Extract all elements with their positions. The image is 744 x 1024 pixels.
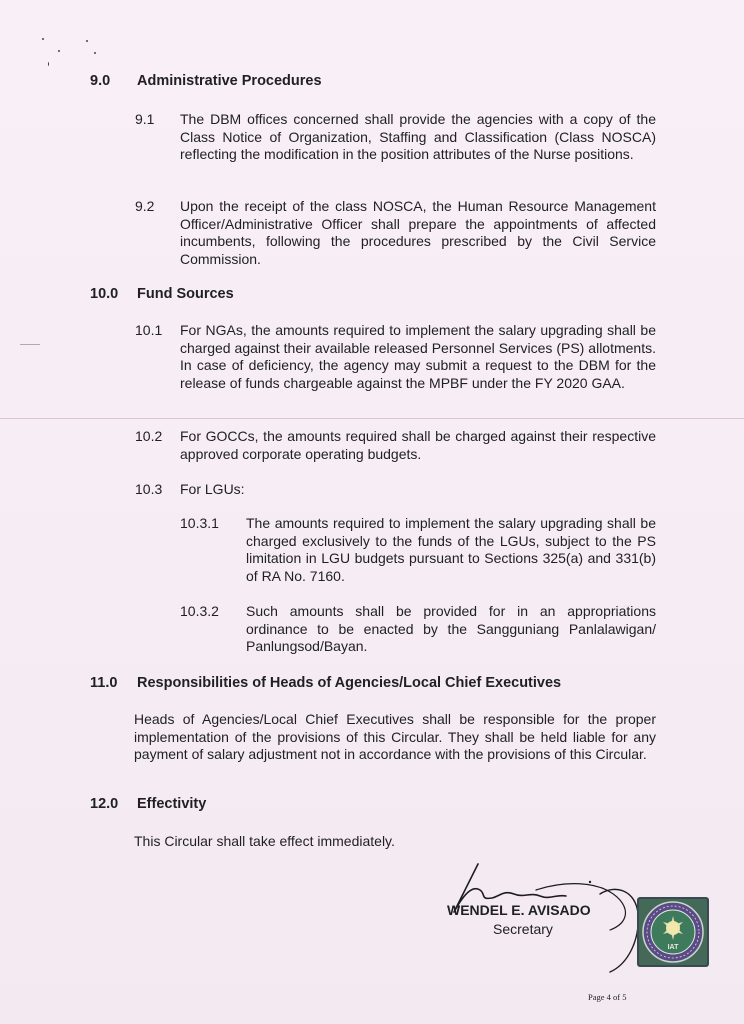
item-number-9-2: 9.2 (135, 198, 155, 214)
signatory-title: Secretary (493, 921, 553, 937)
section-number: 10.0 (90, 286, 119, 302)
section-11-text: Heads of Agencies/Local Chief Executives shall be responsible for the proper implementation of the provisions of this Circular. They shall be held liable for any payment of salary adjustment not in accordance with the provisions of this Circular. (134, 711, 656, 763)
paper-specks (38, 36, 108, 76)
section-number: 12.0 (90, 796, 119, 812)
seal-text: IAT (667, 944, 679, 951)
section-title: Fund Sources (137, 286, 234, 302)
section-12-heading (90, 796, 206, 812)
section-title: Responsibilities of Heads of Agencies/Local Chief Executives (137, 675, 562, 691)
section-title: Administrative Procedures (137, 73, 322, 89)
item-number-10-3: 10.3 (135, 481, 163, 497)
section-title: Effectivity (137, 796, 207, 812)
section-12-text: This Circular shall take effect immediately. (134, 833, 395, 849)
signatory-name: WENDEL E. AVISADO (447, 902, 591, 918)
section-11-heading (90, 675, 561, 691)
section-10-heading (90, 286, 234, 302)
item-number-9-1: 9.1 (135, 111, 155, 127)
section-number: 11.0 (90, 675, 118, 691)
section-number: 9.0 (90, 73, 111, 89)
fold-line (0, 418, 744, 419)
subitem-text-10-3-2: Such amounts shall be provided for in an appropriations ordinance to be enacted by the Sangguniang Panlalawigan/ Panlungsod/Bayan. (246, 603, 656, 655)
item-number-10-1: 10.1 (135, 322, 163, 338)
item-text-9-1: The DBM offices concerned shall provide the agencies with a copy of the Class Notice of Organization, Staffing and Classification (Class NOSCA) reflecting the modification in the position attributes of the Nurse positions. (180, 111, 656, 163)
dry-seal-icon (636, 896, 710, 968)
margin-mark (20, 344, 40, 345)
page-number: Page 4 of 5 (588, 992, 627, 1002)
item-text-9-2: Upon the receipt of the class NOSCA, the Human Resource Management Officer/Administrative Officer shall prepare the appointments of affected incumbents, following the procedures prescribed by the Civil Service Commission. (180, 198, 656, 267)
item-number-10-2: 10.2 (135, 428, 163, 444)
item-text-10-1: For NGAs, the amounts required to implement the salary upgrading shall be charged against their available released Personnel Services (PS) allotments. In case of deficiency, the agency may submit a request to the DBM for the release of funds chargeable against the MPBF under the FY 2020 GAA. (180, 322, 656, 391)
item-text-10-2: For GOCCs, the amounts required shall be charged against their respective approved corporate operating budgets. (180, 428, 656, 462)
subitem-number-10-3-1: 10.3.1 (180, 515, 219, 531)
section-9-heading (90, 73, 322, 89)
item-text-10-3: For LGUs: (180, 481, 245, 497)
subitem-number-10-3-2: 10.3.2 (180, 603, 219, 619)
subitem-text-10-3-1: The amounts required to implement the salary upgrading shall be charged exclusively to the funds of the LGUs, subject to the PS limitation in LGU budgets pursuant to Sections 325(a) and 331(b) of RA No. 7160. (246, 515, 656, 584)
